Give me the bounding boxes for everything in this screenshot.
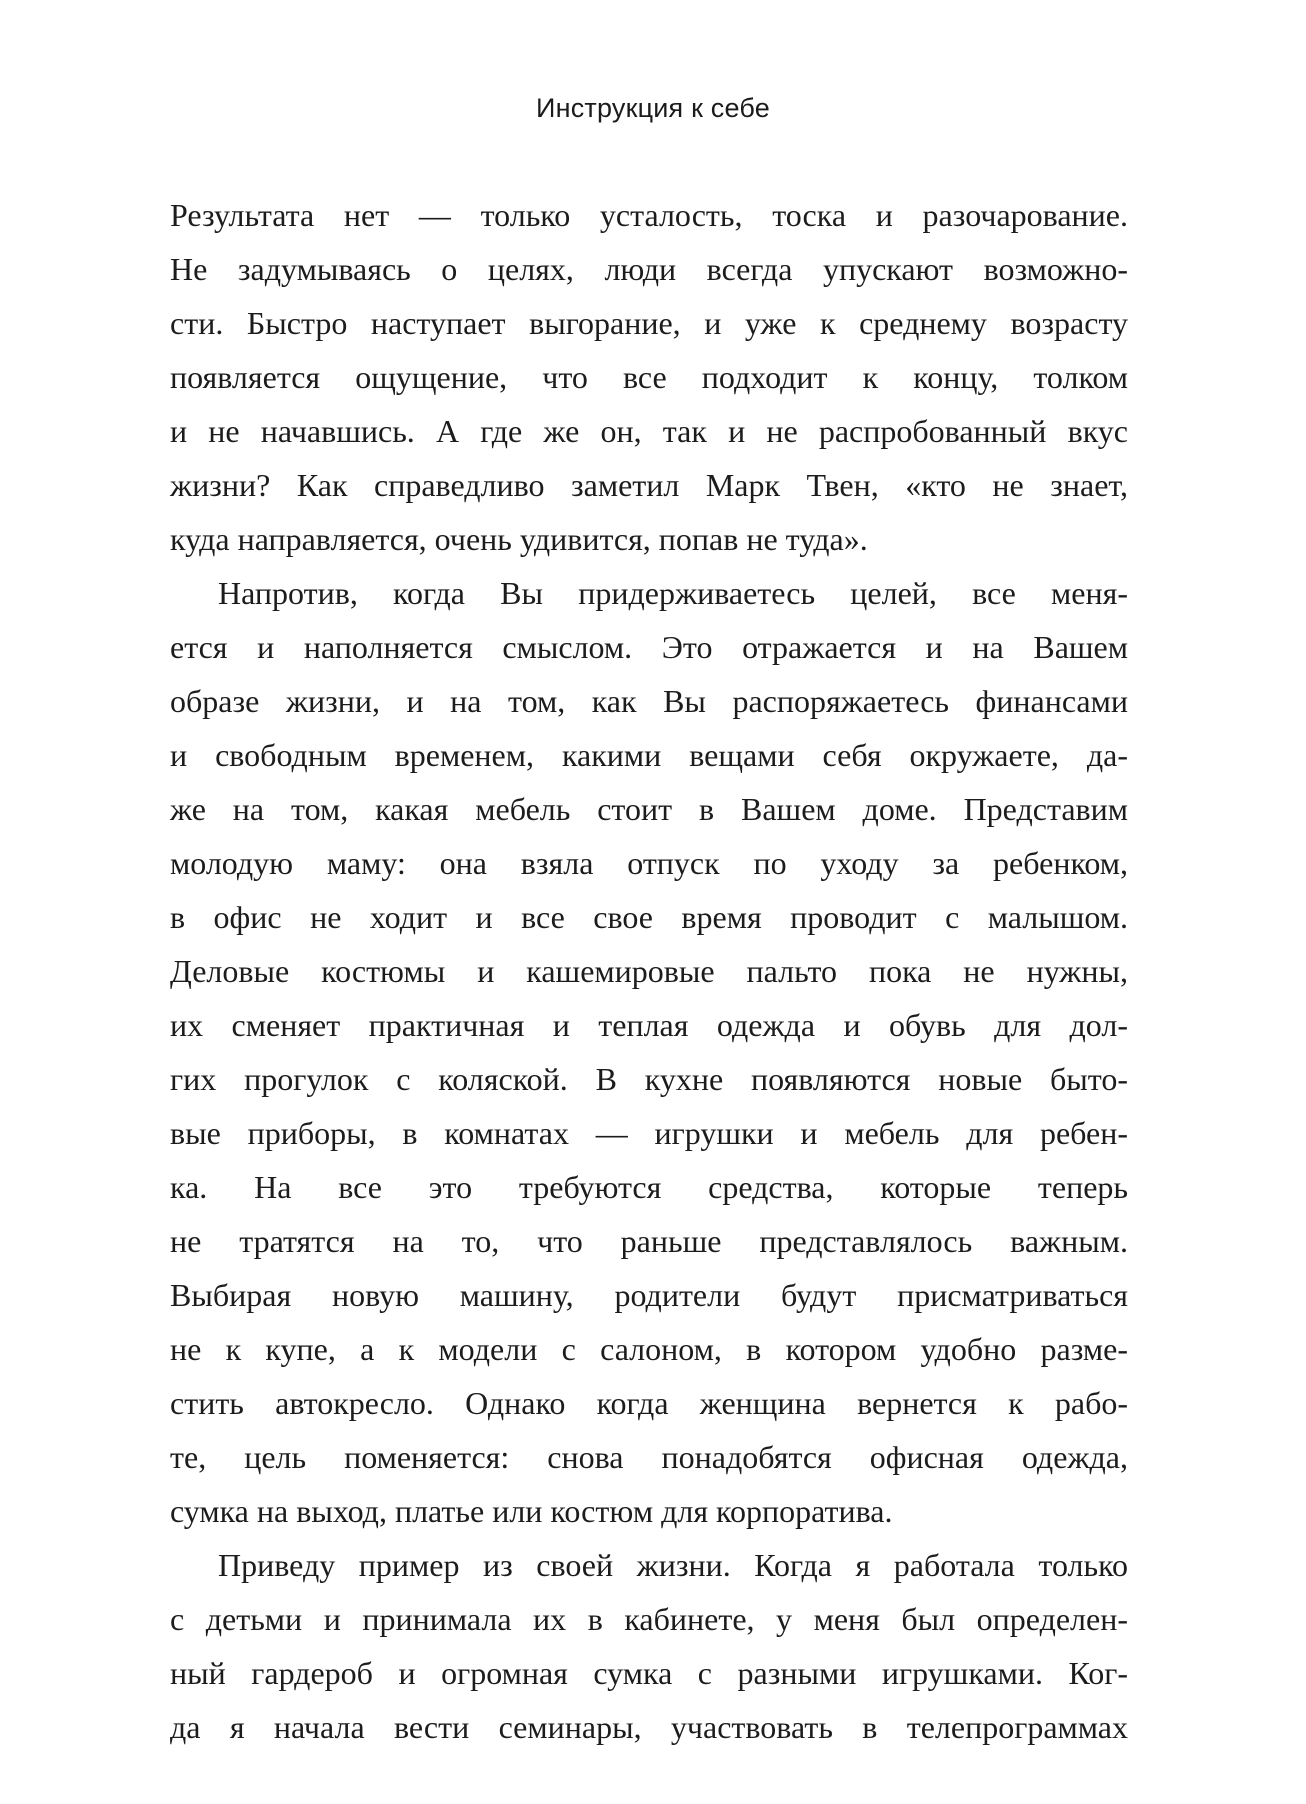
running-header: Инструкция к себе	[536, 93, 770, 123]
body-text-block	[170, 188, 1128, 1754]
text-line: появляется ощущение, что все подходит к концу, толком	[170, 359, 1128, 395]
text-line: Деловые костюмы и кашемировые пальто пока не нужны,	[170, 953, 1128, 989]
text-line: те, цель поменяется: снова понадобятся офисная одежда,	[170, 1439, 1128, 1475]
paragraph	[170, 188, 1128, 566]
text-line: Выбирая новую машину, родители будут присматриваться	[170, 1277, 1128, 1313]
text-line: не к купе, а к модели с салоном, в котором удобно разме-	[170, 1331, 1128, 1367]
text-line: с детьми и принимала их в кабинете, у меня был определен-	[170, 1601, 1128, 1637]
text-line: вые приборы, в комнатах — игрушки и мебель для ребен-	[170, 1115, 1128, 1151]
text-line: же на том, какая мебель стоит в Вашем доме. Представим	[170, 791, 1128, 827]
text-line: и свободным временем, какими вещами себя окружаете, да-	[170, 737, 1128, 773]
text-line: в офис не ходит и все свое время проводит с малышом.	[170, 899, 1128, 935]
text-line: Результата нет — только усталость, тоска и разочарование.	[170, 197, 1128, 233]
text-line: Не задумываясь о целях, люди всегда упускают возможно-	[170, 251, 1128, 287]
text-line: их сменяет практичная и теплая одежда и обувь для дол-	[170, 1007, 1128, 1043]
paragraph	[170, 1538, 1128, 1754]
text-line: образе жизни, и на том, как Вы распоряжаетесь финансами	[170, 683, 1128, 719]
text-line: и не начавшись. А где же он, так и не распробованный вкус	[170, 413, 1128, 449]
text-line: жизни? Как справедливо заметил Марк Твен, «кто не знает,	[170, 467, 1128, 503]
text-line: ется и наполняется смыслом. Это отражается и на Вашем	[170, 629, 1128, 665]
text-line: ка. На все это требуются средства, которые теперь	[170, 1169, 1128, 1205]
text-line: стить автокресло. Однако когда женщина вернется к рабо-	[170, 1385, 1128, 1421]
text-line: Напротив, когда Вы придерживаетесь целей, все меня-	[218, 575, 1128, 611]
text-line: да я начала вести семинары, участвовать в телепрограммах	[170, 1709, 1128, 1745]
text-line: сумка на выход, платье или костюм для корпоратива.	[170, 1493, 893, 1529]
text-line: гих прогулок с коляской. В кухне появляются новые быто-	[170, 1061, 1128, 1097]
text-line: куда направляется, очень удивится, попав не туда».	[170, 521, 868, 557]
text-line: не тратятся на то, что раньше представлялось важным.	[170, 1223, 1128, 1259]
text-line: сти. Быстро наступает выгорание, и уже к среднему возрасту	[170, 305, 1128, 341]
text-line: Приведу пример из своей жизни. Когда я работала только	[218, 1547, 1128, 1583]
text-line: ный гардероб и огромная сумка с разными игрушками. Ког-	[170, 1655, 1128, 1691]
paragraph	[170, 566, 1128, 1538]
text-line: молодую маму: она взяла отпуск по уходу за ребенком,	[170, 845, 1128, 881]
